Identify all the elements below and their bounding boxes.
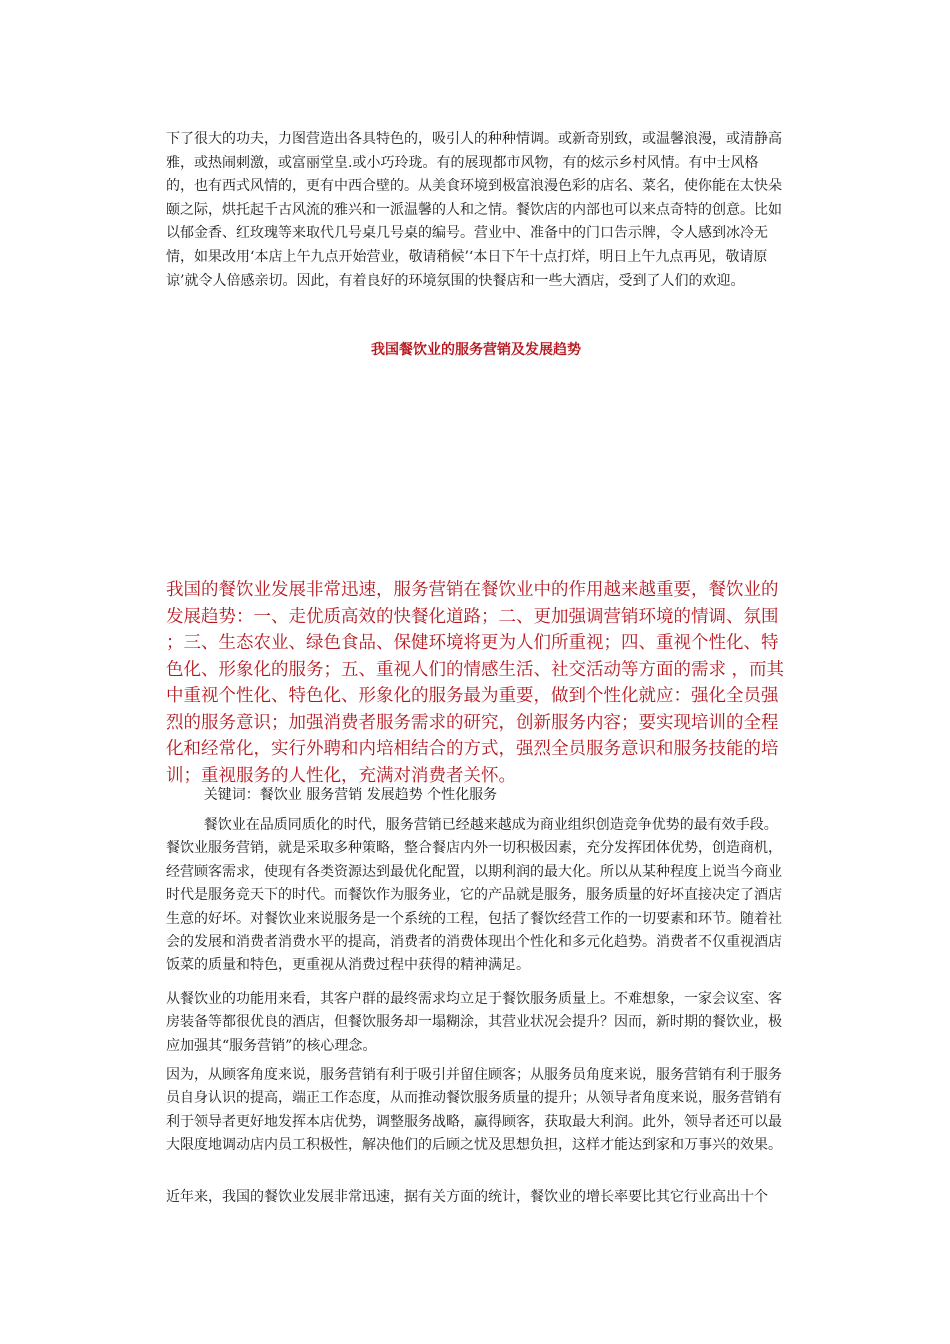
body-paragraph-2: 从餐饮业的功能用来看，其客户群的最终需求均立足于餐饮服务质量上。不难想象，一家会议室、客房装备等都很优良的酒店，但餐饮服务却一塌糊涂，其营业状况会提升？因而，新时期的餐饮业，极应加强其“服务营销”的核心理念。: [166, 991, 782, 1054]
body-paragraph-4: 近年来，我国的餐饮业发展非常迅速，据有关方面的统计，餐饮业的增长率要比其它行业高出十个: [166, 1189, 768, 1205]
body-paragraph-3: 因为，从顾客角度来说，服务营销有利于吸引并留住顾客；从服务员角度来说，服务营销有利于服务员自身认识的提高，端正工作态度，从而推动餐饮服务质量的提升；从领导者角度来说，服务营销有利于领导者更好地发挥本店优势，调整服务战略，赢得顾客，获取最大利润。此外，领导者还可以最大限度地调动店内员工积极性，解决他们的后顾之忧及思想负担，这样才能达到家和万事兴的效果。: [166, 1067, 782, 1154]
keywords-line: 关键词：餐饮业 服务营销 发展趋势 个性化服务: [203, 787, 498, 803]
body-paragraph-1: 餐饮业在品质同质化的时代，服务营销已经越来越成为商业组织创造竞争优势的最有效手段。餐饮业服务营销，就是采取多种策略，整合餐店内外一切积极因素，充分发挥团体优势，创造商机，经营顾客需求，使现有各类资源达到最优化配置，以期利润的最大化。所以从某种程度上说当今商业时代是服务竞天下的时代。而餐饮作为服务业，它的产品就是服务，服务质量的好坏直接决定了酒店生意的好坏。对餐饮业来说服务是一个系统的工程，包括了餐饮经营工作的一切要素和环节。随着社会的发展和消费者消费水平的提高，消费者的消费体现出个性化和多元化趋势。消费者不仅重视酒店饭菜的质量和特色，更重视从消费过程中获得的精神满足。: [166, 817, 782, 974]
intro-paragraph: 下了很大的功夫，力图营造出各具特色的，吸引人的种种情调。或新奇别致，或温馨浪漫，或清静高雅，或热闹刺激，或富丽堂皇.或小巧玲珑。有的展现都市风物，有的炫示乡村风情。有中士风格的，也有西式风情的，更有中西合壁的。从美食环境到极富浪漫色彩的店名、菜名，使你能在太快朵颐之际，烘托起千古风流的雅兴和一派温馨的人和之情。餐饮店的内部也可以来点奇特的创意。比如以郁金香、红玫瑰等来取代几号桌几号桌的编号。营业中、准备中的门口告示牌，令人感到冰冷无情，如果改用‘本店上午九点开始营业，敬请稍候’‘本日下午十点打烊，明日上午九点再见，敬请原谅’就令人倍感亲切。因此，有着良好的环境氛围的快餐店和一些大酒店，受到了人们的欢迎。: [166, 131, 782, 289]
abstract-paragraph: 我国的餐饮业发展非常迅速，服务营销在餐饮业中的作用越来越重要，餐饮业的发展趋势：一、走优质高效的快餐化道路；二、更加强调营销环境的情调、氛围 ；三、生态农业、绿色食品、保健环境将更为人们所重视；四、重视个性化、特色化、形象化的服务；五、重视人们的情感生活、社交活动等方面的需求 ，而其中重视个性化、特色化、形象化的服务最为重要，做到个性化就应：强化全员强烈的服务意识；加强消费者服务需求的研究，创新服务内容；要实现培训的全程化和经常化，实行外聘和内培相结合的方式，强烈全员服务意识和服务技能的培训；重视服务的人性化，充满对消费者关怀。: [166, 580, 785, 786]
article-title: 我国餐饮业的服务营销及发展趋势: [371, 342, 581, 358]
